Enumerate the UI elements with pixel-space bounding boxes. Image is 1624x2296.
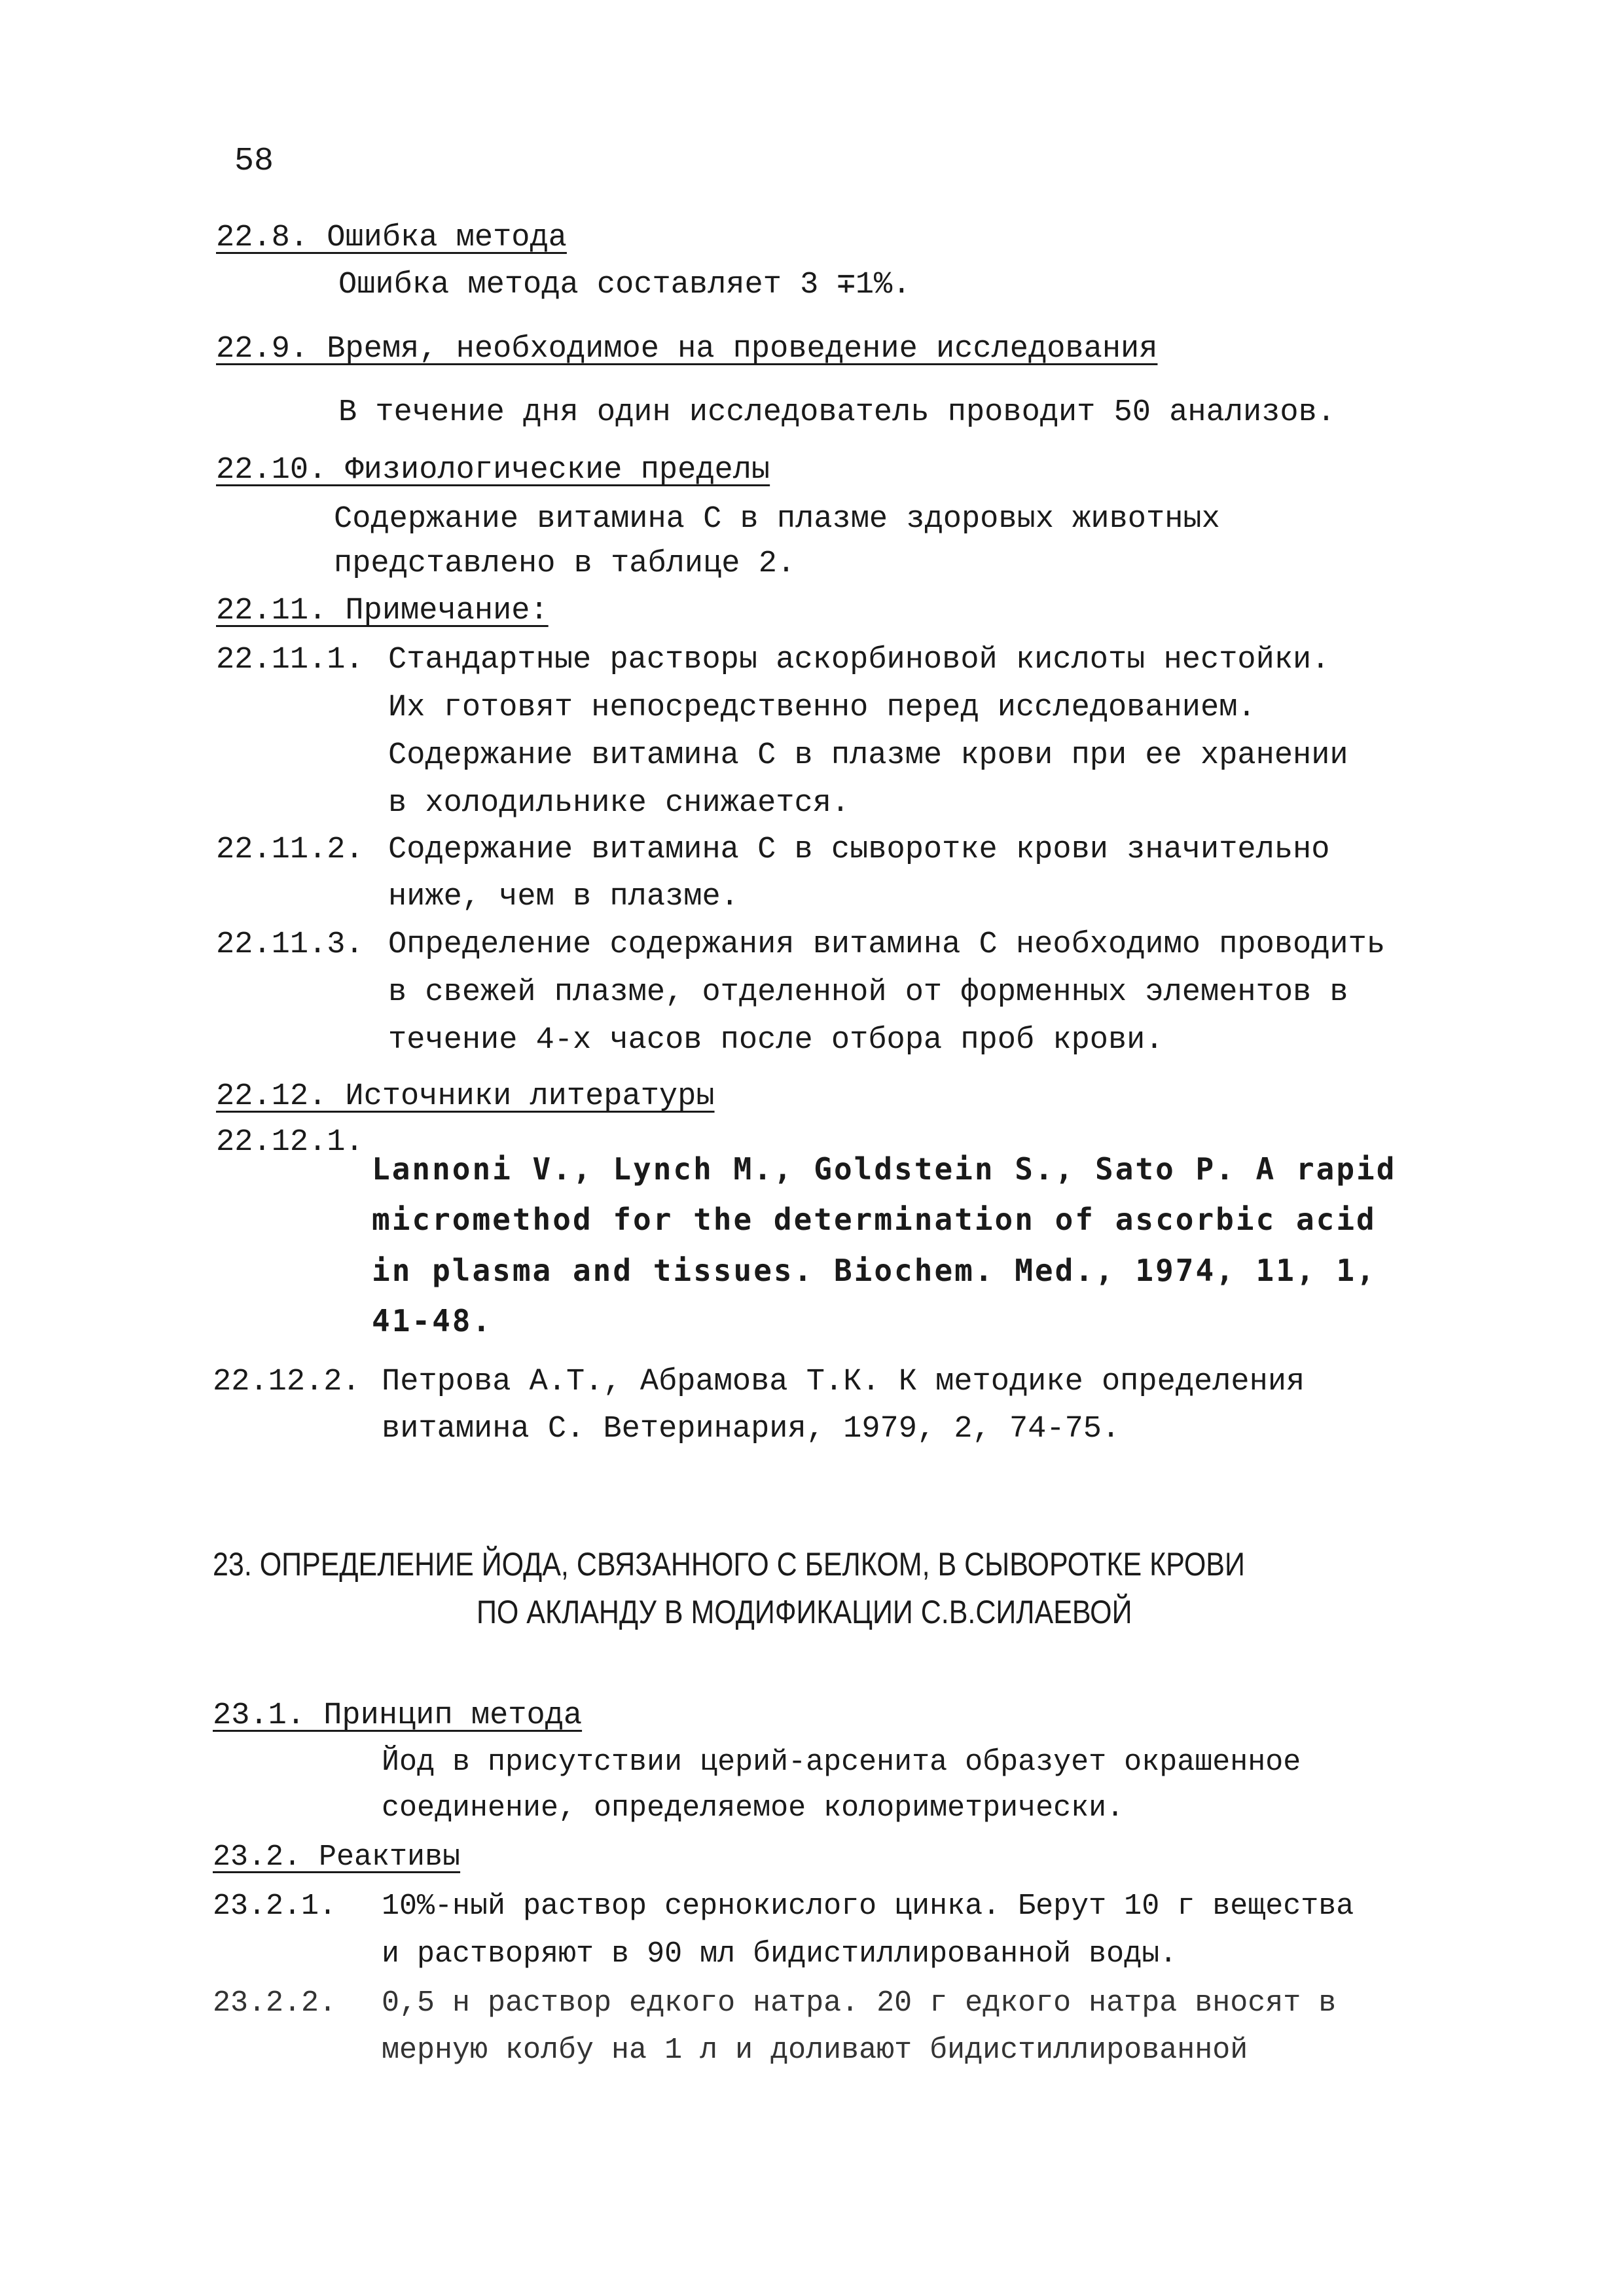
section-22-8-text: Ошибка метода составляет 3 ∓1%. [338, 268, 911, 302]
item-23-2-2-number: 23.2.2. [213, 1986, 337, 2020]
section-23-2-heading: 23.2. Реактивы [213, 1840, 461, 1874]
item-22-11-1-number: 22.11.1. [216, 643, 364, 677]
section-22-10-heading: 22.10. Физиологические пределы [216, 453, 770, 488]
section-23-1-line: соединение, определяемое колориметрически. [382, 1791, 1125, 1825]
item-22-12-2-number: 22.12.2. [213, 1365, 361, 1399]
chapter-23-title-line-2: ПО АКЛАНДУ В МОДИФИКАЦИИ С.В.СИЛАЕВОЙ [477, 1594, 1132, 1630]
chapter-23-title-line-1: 23. ОПРЕДЕЛЕНИЕ ЙОДА, СВЯЗАННОГО С БЕЛКОМ, В СЫВОРОТКЕ КРОВИ [213, 1546, 1245, 1583]
section-22-11-heading: 22.11. Примечание: [216, 594, 549, 628]
item-22-11-3-line: в свежей плазме, отделенной от форменных элементов в [388, 975, 1348, 1010]
reference-line: Lannoni V., Lynch M., Goldstein S., Sato P. A rapid [372, 1151, 1397, 1187]
item-22-11-3-number: 22.11.3. [216, 927, 364, 962]
reference-line: витамина С. Ветеринария, 1979, 2, 74-75. [382, 1412, 1121, 1446]
section-23-1-line: Йод в присутствии церий-арсенита образует окрашенное [382, 1746, 1301, 1779]
reference-line: 41-48. [372, 1303, 493, 1338]
item-23-2-2-line: 0,5 н раствор едкого натра. 20 г едкого натра вносят в [382, 1986, 1337, 2020]
item-22-11-2-line: ниже, чем в плазме. [388, 880, 739, 914]
item-22-11-3-line: течение 4-х часов после отбора проб крови. [388, 1023, 1164, 1058]
item-22-11-3-line: Определение содержания витамина С необходимо проводить [388, 927, 1386, 962]
reference-line: Петрова А.Т., Абрамова Т.К. К методике определения [382, 1365, 1305, 1399]
item-22-11-1-line: Содержание витамина С в плазме крови при ее хранении [388, 738, 1348, 773]
section-23-1-heading: 23.1. Принцип метода [213, 1698, 583, 1733]
item-22-11-1-line: Стандартные растворы аскорбиновой кислоты нестойки. [388, 643, 1330, 677]
section-22-9-text: В течение дня один исследователь проводит 50 анализов. [338, 395, 1336, 430]
item-22-11-2-line: Содержание витамина С в сыворотке крови значительно [388, 833, 1330, 867]
item-22-11-1-line: в холодильнике снижается. [388, 786, 850, 821]
item-23-2-1-number: 23.2.1. [213, 1890, 337, 1923]
reference-line: micromethod for the determination of ascorbic acid [372, 1202, 1377, 1237]
item-22-11-2-number: 22.11.2. [216, 833, 364, 867]
item-22-11-1-line: Их готовят непосредственно перед исследованием. [388, 691, 1256, 725]
item-22-12-1-number: 22.12.1. [216, 1125, 364, 1160]
section-22-9-heading: 22.9. Время, необходимое на проведение исследования [216, 332, 1158, 367]
item-23-2-1-line: и растворяют в 90 мл бидистиллированной воды. [382, 1937, 1178, 1971]
item-23-2-1-line: 10%-ный раствор сернокислого цинка. Берут 10 г вещества [382, 1890, 1354, 1923]
section-22-10-line: Содержание витамина С в плазме здоровых животных [334, 502, 1220, 537]
page-number: 58 [234, 143, 274, 180]
reference-line: in plasma and tissues. Biochem. Med., 1974, 11, 1, [372, 1253, 1377, 1288]
section-22-12-heading: 22.12. Источники литературы [216, 1079, 715, 1114]
item-23-2-2-line: мерную колбу на 1 л и доливают бидистиллированной [382, 2034, 1248, 2067]
section-22-10-line: представлено в таблице 2. [334, 547, 796, 581]
section-22-8-heading: 22.8. Ошибка метода [216, 221, 567, 255]
